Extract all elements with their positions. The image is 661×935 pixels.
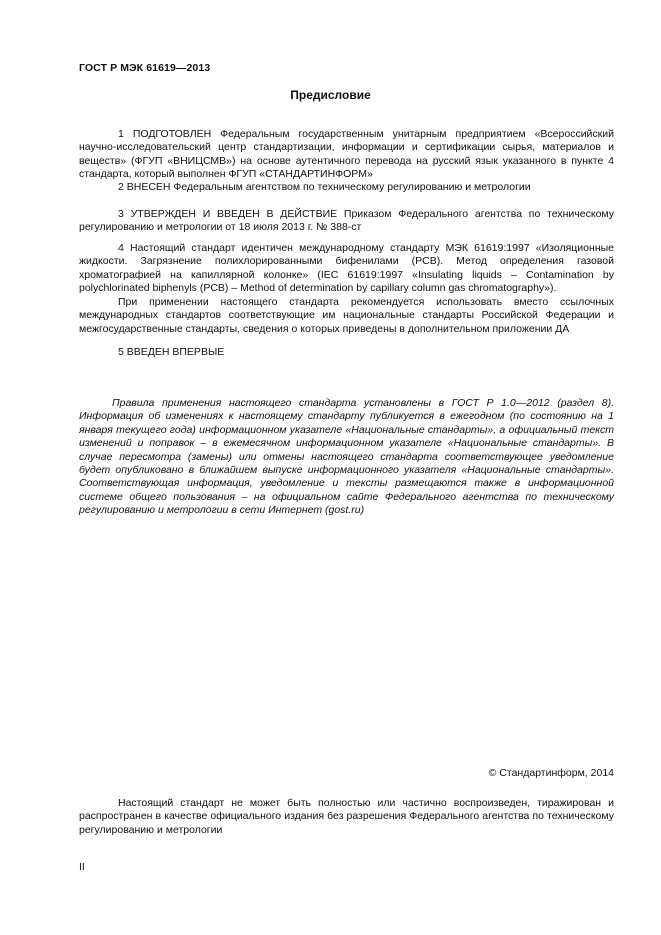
- page-title: Предисловие: [290, 88, 371, 102]
- paragraph-2: 2 ВНЕСЕН Федеральным агентством по техническому регулированию и метрологии: [118, 181, 531, 193]
- paragraph-4: 4 Настоящий стандарт идентичен международному стандарту МЭК 61619:1997 «Изоляционные жидкости. Загрязнение полихлорированными бифенилами (PCB). Метод определения газовой хроматографией на капиллярной колонке» (IEC 61619:1997 «Insulating liquids – Contamination by polychlorinated biphenyls (PCB) – Method of determination by capillary column gas chromatography»).: [79, 242, 614, 295]
- copyright: © Стандартинформ, 2014: [488, 767, 614, 779]
- paragraph-4-note: При применении настоящего стандарта рекомендуется использовать вместо ссылочных международных стандартов соответствующие им национальные стандарты Российской Федерации и межгосударственные стандарты, сведения о которых приведены в дополнительном приложении ДА: [79, 296, 614, 335]
- paragraph-1: 1 ПОДГОТОВЛЕН Федеральным государственным унитарным предприятием «Всероссийский научно-исследовательский центр стандартизации, информации и сертификации сырья, материалов и веществ» (ФГУП «ВНИЦСМВ») на основе аутентичного перевода на русский язык указанного в пункте 4 стандарта, который выполнен ФГУП «СТАНДАРТИНФОРМ»: [79, 128, 614, 181]
- usage-notice: Правила применения настоящего стандарта установлены в ГОСТ Р 1.0—2012 (раздел 8). Информация об изменениях к настоящему стандарту публикуется в ежегодном (по состоянию на 1 января текущего года) информационном указателе «Национальные стандарты», а официальный текст изменений и поправок – в ежемесячном информационном указателе «Национальные стандарты». В случае пересмотра (замены) или отмены настоящего стандарта соответствующее уведомление будет опубликовано в ближайшем выпуске информационного указателя «Национальные стандарты». Соответствующая информация, уведомление и тексты размещаются также в информационной системе общего пользования – на официальном сайте Федерального агентства по техническому регулированию и метрологии в сети Интернет (gost.ru): [79, 397, 614, 517]
- page-number: II: [79, 861, 85, 873]
- paragraph-5: 5 ВВЕДЕН ВПЕРВЫЕ: [118, 346, 225, 358]
- standard-header: ГОСТ Р МЭК 61619—2013: [79, 62, 211, 74]
- paragraph-3: 3 УТВЕРЖДЕН И ВВЕДЕН В ДЕЙСТВИЕ Приказом Федерального агентства по техническому регулированию и метрологии от 18 июля 2013 г. № 388-ст: [79, 208, 614, 234]
- reproduction-notice: Настоящий стандарт не может быть полностью или частично воспроизведен, тиражирован и распространен в качестве официального издания без разрешения Федерального агентства по техническому регулированию и метрологии: [79, 797, 614, 836]
